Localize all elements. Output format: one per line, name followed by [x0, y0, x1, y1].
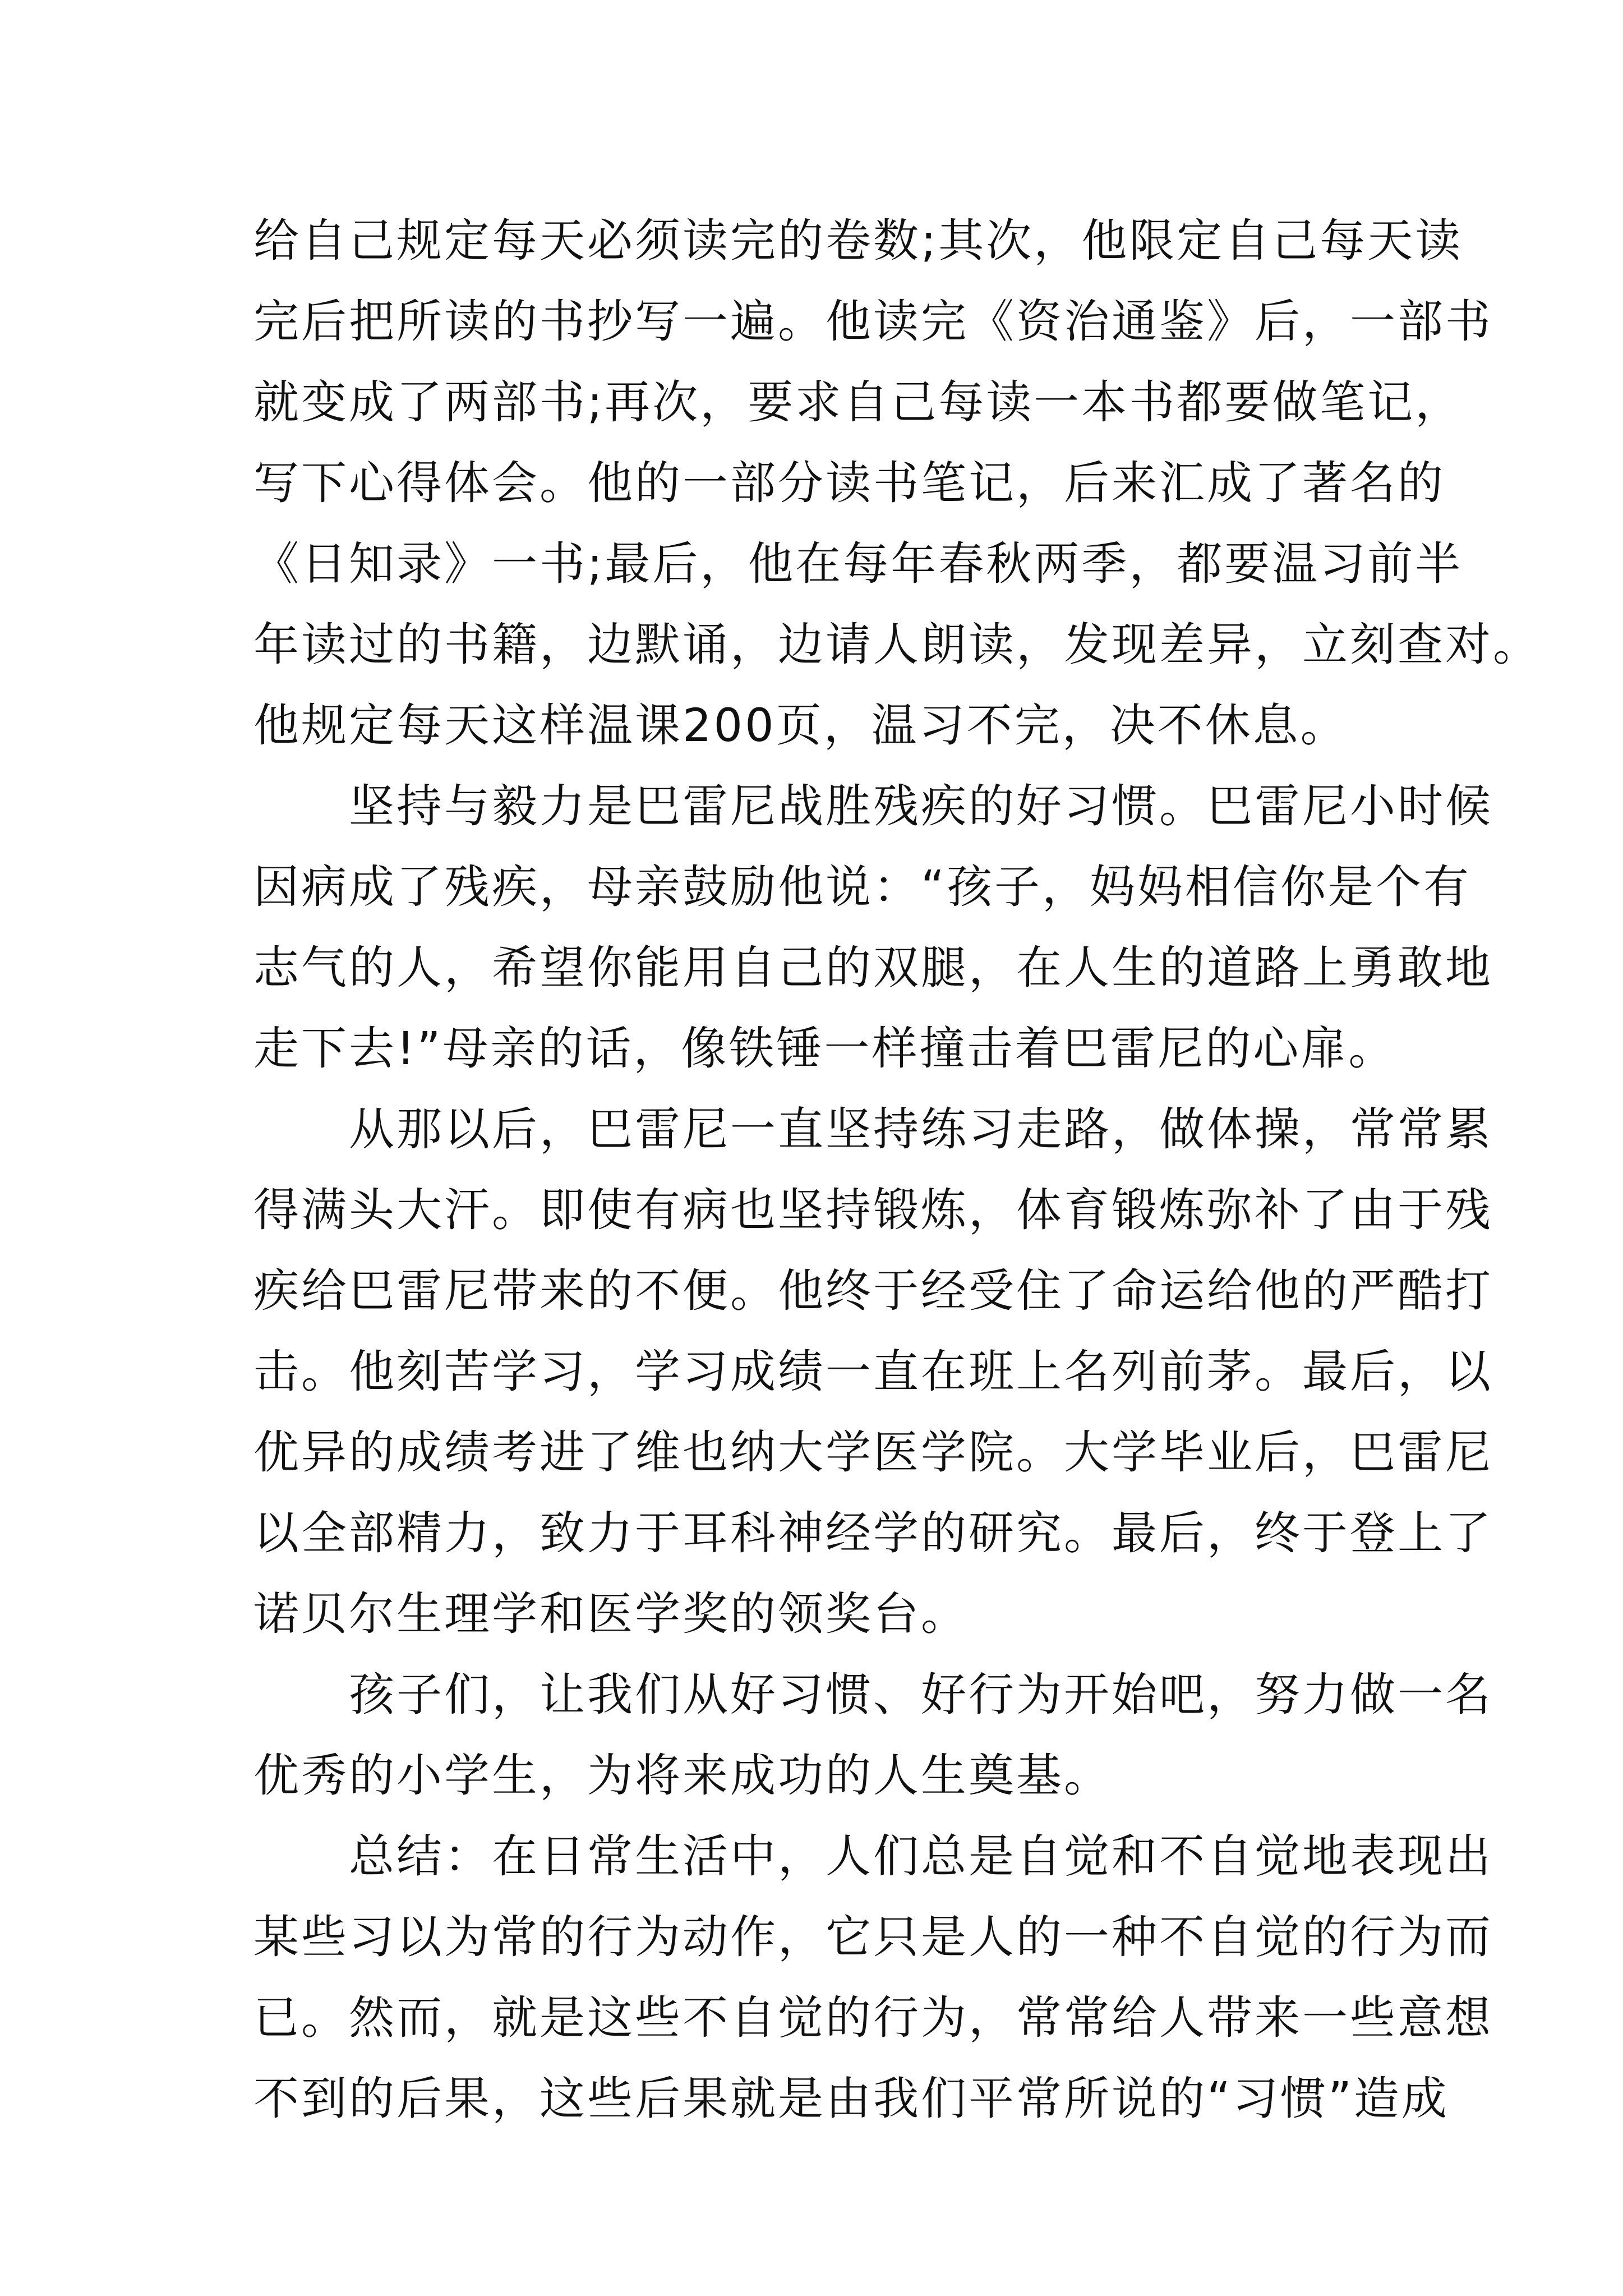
text-line: 已。然而，就是这些不自觉的行为，常常给人带来一些意想 — [253, 1992, 1493, 2045]
text-line: 优秀的小学生，为将来成功的人生奠基。 — [253, 1750, 1112, 1802]
text-line: 诺贝尔生理学和医学奖的领奖台。 — [253, 1588, 969, 1641]
text-line: 年读过的书籍，边默诵，边请人朗读，发现差异，立刻查对。 — [253, 619, 1541, 671]
text-line: 某些习以为常的行为动作，它只是人的一种不自觉的行为而 — [253, 1911, 1493, 1964]
text-line: 疾给巴雷尼带来的不便。他终于经受住了命运给他的严酷打 — [253, 1265, 1493, 1318]
text-line: 得满头大汗。即使有病也坚持锻炼，体育锻炼弥补了由于残 — [253, 1184, 1493, 1237]
text-line: 不到的后果，这些后果就是由我们平常所说的“习惯”造成 — [253, 2073, 1449, 2125]
text-line: 走下去!”母亲的话，像铁锤一样撞击着巴雷尼的心扉。 — [253, 1023, 1396, 1075]
text-line: 志气的人，希望你能用自己的双腿，在人生的道路上勇敢地 — [253, 942, 1493, 995]
text-line: 完后把所读的书抄写一遍。他读完《资治通鉴》后，一部书 — [253, 296, 1493, 348]
text-line: 给自己规定每天必须读完的卷数;其次，他限定自己每天读 — [253, 215, 1463, 268]
text-line: 坚持与毅力是巴雷尼战胜残疾的好习惯。巴雷尼小时候 — [349, 780, 1493, 833]
text-line: 因病成了残疾，母亲鼓励他说：“孩子，妈妈相信你是个有 — [253, 861, 1471, 914]
text-line: 从那以后，巴雷尼一直坚持练习走路，做体操，常常累 — [349, 1103, 1493, 1156]
document-body — [253, 201, 1541, 2139]
text-line: 击。他刻苦学习，学习成绩一直在班上名列前茅。最后，以 — [253, 1346, 1493, 1398]
text-line: 总结：在日常生活中，人们总是自觉和不自觉地表现出 — [349, 1830, 1493, 1883]
text-line: 《日知录》一书;最后，他在每年春秋两季，都要温习前半 — [253, 538, 1463, 591]
text-line: 优异的成绩考进了维也纳大学医学院。大学毕业后，巴雷尼 — [253, 1427, 1493, 1479]
text-line: 以全部精力，致力于耳科神经学的研究。最后，终于登上了 — [253, 1507, 1493, 1560]
text-line: 他规定每天这样温课200页，温习不完，决不休息。 — [253, 700, 1348, 752]
text-line: 写下心得体会。他的一部分读书笔记，后来汇成了著名的 — [253, 457, 1446, 510]
text-line: 就变成了两部书;再次，要求自己每读一本书都要做笔记， — [253, 376, 1463, 429]
text-line: 孩子们，让我们从好习惯、好行为开始吧，努力做一名 — [349, 1669, 1493, 1722]
